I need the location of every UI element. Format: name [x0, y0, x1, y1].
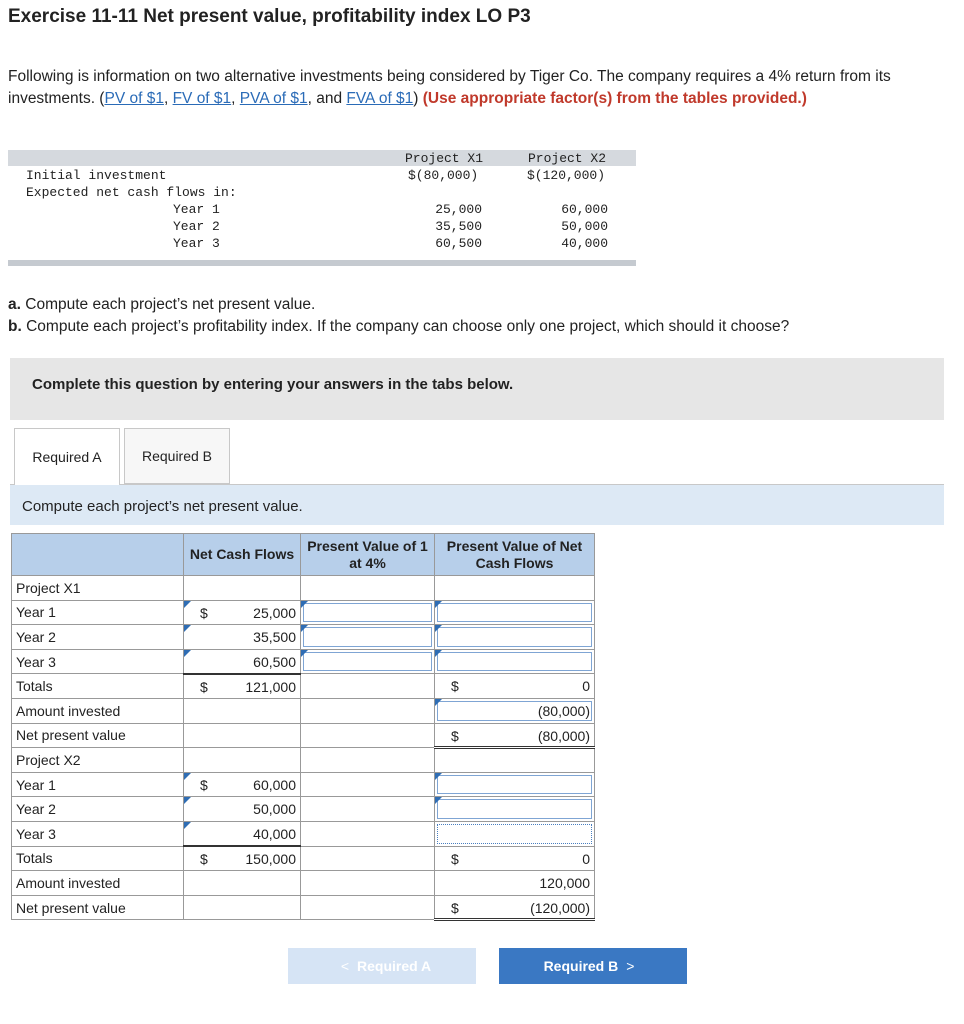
cash-flows-label: Expected net cash flows in: [26, 185, 237, 200]
intro-sep: ) [413, 90, 423, 107]
prev-button-label: Required A [357, 958, 432, 974]
input-box[interactable] [303, 603, 432, 623]
table-row [12, 895, 595, 920]
year-label: Year 1 [173, 202, 220, 217]
input-marker-icon [301, 601, 308, 608]
net-cash-flow-cell [184, 772, 301, 797]
input-box[interactable] [437, 627, 592, 647]
empty-cell [301, 772, 435, 797]
pv-amount-input[interactable] [435, 625, 595, 650]
header-blank [12, 534, 184, 576]
amount-invested-label: Amount invested [12, 871, 184, 896]
question-a-text: Compute each project’s net present value. [25, 296, 316, 313]
header-pv-factor: Present Value of 1 at 4% [301, 534, 435, 576]
table-row [12, 821, 595, 846]
input-marker-icon [435, 773, 442, 780]
totals-label: Totals [12, 846, 184, 871]
table-row [12, 797, 595, 822]
x2-cash-flow: 50,000 [561, 219, 608, 234]
prompt-bar [10, 485, 944, 525]
totals-pv-cell [435, 846, 595, 871]
header-project-x2: Project X2 [528, 151, 607, 166]
input-box[interactable] [437, 824, 592, 844]
project-x2-label: Project X2 [12, 748, 184, 773]
empty-cell [184, 698, 301, 723]
input-marker-icon [184, 773, 191, 780]
link-fva-of-1[interactable]: FVA of $1 [346, 90, 414, 107]
x1-cash-flow: 60,500 [435, 236, 482, 251]
row-label: Year 2 [12, 797, 184, 822]
amount-invested-input[interactable] [435, 871, 595, 896]
empty-cell [301, 895, 435, 920]
totals-pv-cell [435, 674, 595, 699]
input-marker-icon [184, 601, 191, 608]
instruction-box [10, 358, 944, 420]
project-x1-label: Project X1 [12, 576, 184, 601]
pv-amount-input[interactable] [435, 797, 595, 822]
table-row [12, 576, 595, 601]
cash-value: 40,000 [253, 825, 296, 842]
header-net-cash-flows: Net Cash Flows [184, 534, 301, 576]
amount-invested-label: Amount invested [12, 698, 184, 723]
pv-amount-input[interactable] [435, 649, 595, 674]
given-data-table [8, 150, 636, 266]
table-footer-bar [8, 260, 636, 266]
factor-instruction: (Use appropriate factor(s) from the tables provided.) [422, 90, 807, 107]
empty-cell [301, 698, 435, 723]
x2-initial-investment: $(120,000) [527, 168, 606, 183]
table-row [12, 846, 595, 871]
empty-cell [301, 871, 435, 896]
initial-investment-label: Initial investment [26, 168, 167, 183]
question-a [8, 294, 789, 316]
empty-cell [435, 748, 595, 773]
table-row [12, 625, 595, 650]
cash-value: 35,500 [253, 629, 296, 646]
tab-required-b[interactable]: Required B [124, 428, 230, 484]
empty-cell [301, 846, 435, 871]
question-a-label: a. [8, 296, 21, 313]
empty-cell [301, 797, 435, 822]
pv-factor-input[interactable] [301, 625, 435, 650]
table-row [12, 723, 595, 748]
link-pv-of-1[interactable]: PV of $1 [104, 90, 164, 107]
totals-pv-value: 0 [582, 678, 590, 695]
empty-cell [184, 748, 301, 773]
x2-cash-flow: 40,000 [561, 236, 608, 251]
pv-amount-input[interactable] [435, 821, 595, 846]
cash-value: 50,000 [253, 801, 296, 818]
worksheet-header-row [12, 534, 595, 576]
row-label: Year 3 [12, 649, 184, 674]
amount-invested-value: 120,000 [539, 875, 590, 892]
amount-invested-input[interactable] [435, 698, 595, 723]
npv-value: (120,000) [530, 899, 590, 916]
npv-label: Net present value [12, 723, 184, 748]
year-label: Year 3 [173, 236, 220, 251]
pv-amount-input[interactable] [435, 772, 595, 797]
instruction-text: Complete this question by entering your answers in the tabs below. [32, 376, 514, 393]
totals-label: Totals [12, 674, 184, 699]
exercise-title: Exercise 11-11 Net present value, profitability index LO P3 [8, 6, 531, 27]
npv-worksheet [11, 533, 595, 921]
input-marker-icon [435, 650, 442, 657]
input-box[interactable] [303, 627, 432, 647]
npv-label: Net present value [12, 895, 184, 920]
table-row [12, 748, 595, 773]
questions [8, 294, 789, 338]
question-b-label: b. [8, 318, 22, 335]
empty-cell [301, 576, 435, 601]
chevron-right-icon: > [626, 958, 635, 974]
question-b [8, 316, 789, 338]
intro-sep: , [163, 90, 173, 107]
year-label: Year 2 [173, 219, 220, 234]
dollar-sign: $ [200, 604, 208, 621]
net-cash-flow-cell [184, 625, 301, 650]
npv-value: (80,000) [537, 727, 590, 744]
empty-cell [301, 723, 435, 748]
table-row [12, 600, 595, 625]
pv-factor-input[interactable] [301, 600, 435, 625]
dollar-sign: $ [200, 776, 208, 793]
row-label: Year 3 [12, 821, 184, 846]
dollar-sign: $ [200, 851, 208, 868]
cash-value: 60,000 [253, 776, 296, 793]
input-marker-icon [301, 625, 308, 632]
input-marker-icon [435, 797, 442, 804]
input-box[interactable] [437, 775, 592, 795]
input-marker-icon [184, 822, 191, 829]
prev-required-a-button[interactable] [288, 948, 476, 984]
empty-cell [435, 576, 595, 601]
empty-cell [184, 895, 301, 920]
row-label: Year 2 [12, 625, 184, 650]
net-cash-flow-cell [184, 797, 301, 822]
intro-paragraph [8, 66, 948, 110]
input-marker-icon [435, 625, 442, 632]
empty-cell [184, 723, 301, 748]
totals-cash-cell [184, 674, 301, 699]
input-marker-icon [184, 650, 191, 657]
table-row [12, 674, 595, 699]
empty-cell [301, 748, 435, 773]
x2-cash-flow: 60,000 [561, 202, 608, 217]
next-button-label: Required B [543, 958, 619, 974]
empty-cell [301, 674, 435, 699]
dollar-sign: $ [451, 899, 459, 916]
totals-pv-value: 0 [582, 850, 590, 867]
npv-cell [435, 895, 595, 920]
x1-initial-investment: $(80,000) [408, 168, 479, 183]
tab-required-a[interactable]: Required A [14, 428, 120, 485]
x1-cash-flow: 35,500 [435, 219, 482, 234]
input-box[interactable] [437, 652, 592, 672]
net-cash-flow-cell [184, 600, 301, 625]
pv-factor-input[interactable] [301, 649, 435, 674]
dollar-sign: $ [451, 850, 459, 867]
totals-cash-value: 121,000 [245, 678, 296, 695]
dollar-sign: $ [451, 678, 459, 695]
table-row [12, 871, 595, 896]
totals-cash-cell [184, 846, 301, 871]
npv-cell [435, 723, 595, 748]
amount-invested-value: (80,000) [537, 702, 590, 719]
input-marker-icon [184, 797, 191, 804]
empty-cell [184, 576, 301, 601]
input-marker-icon [435, 601, 442, 608]
cash-value: 25,000 [253, 604, 296, 621]
prompt-text: Compute each project’s net present value. [22, 498, 303, 515]
empty-cell [301, 821, 435, 846]
link-fv-of-1[interactable]: FV of $1 [172, 90, 232, 107]
input-box[interactable] [437, 799, 592, 819]
dollar-sign: $ [451, 727, 459, 744]
net-cash-flow-cell [184, 649, 301, 674]
table-row [12, 772, 595, 797]
header-pv-net-cash-flows: Present Value of Net Cash Flows [435, 534, 595, 576]
input-marker-icon [301, 650, 308, 657]
table-row [12, 698, 595, 723]
link-pva-of-1[interactable]: PVA of $1 [239, 90, 308, 107]
table-row [12, 649, 595, 674]
intro-sep: , [231, 90, 240, 107]
next-required-b-button[interactable] [499, 948, 687, 984]
cash-value: 60,500 [253, 653, 296, 670]
input-box[interactable] [303, 652, 432, 672]
intro-text: Following is information on two alternative investments being considered by Tiger Co. The company requires a 4% return from its investments. ( [8, 68, 891, 107]
chevron-left-icon: < [340, 958, 350, 974]
x1-cash-flow: 25,000 [435, 202, 482, 217]
header-project-x1: Project X1 [405, 151, 484, 166]
input-marker-icon [184, 625, 191, 632]
empty-cell [184, 871, 301, 896]
intro-sep: , and [307, 90, 347, 107]
dollar-sign: $ [200, 678, 208, 695]
row-label: Year 1 [12, 772, 184, 797]
totals-cash-value: 150,000 [245, 851, 296, 868]
pv-amount-input[interactable] [435, 600, 595, 625]
net-cash-flow-cell [184, 821, 301, 846]
row-label: Year 1 [12, 600, 184, 625]
input-marker-icon [435, 699, 442, 706]
question-b-text: Compute each project’s profitability index. If the company can choose only one project, which should it choose? [26, 318, 790, 335]
input-box[interactable] [437, 603, 592, 623]
